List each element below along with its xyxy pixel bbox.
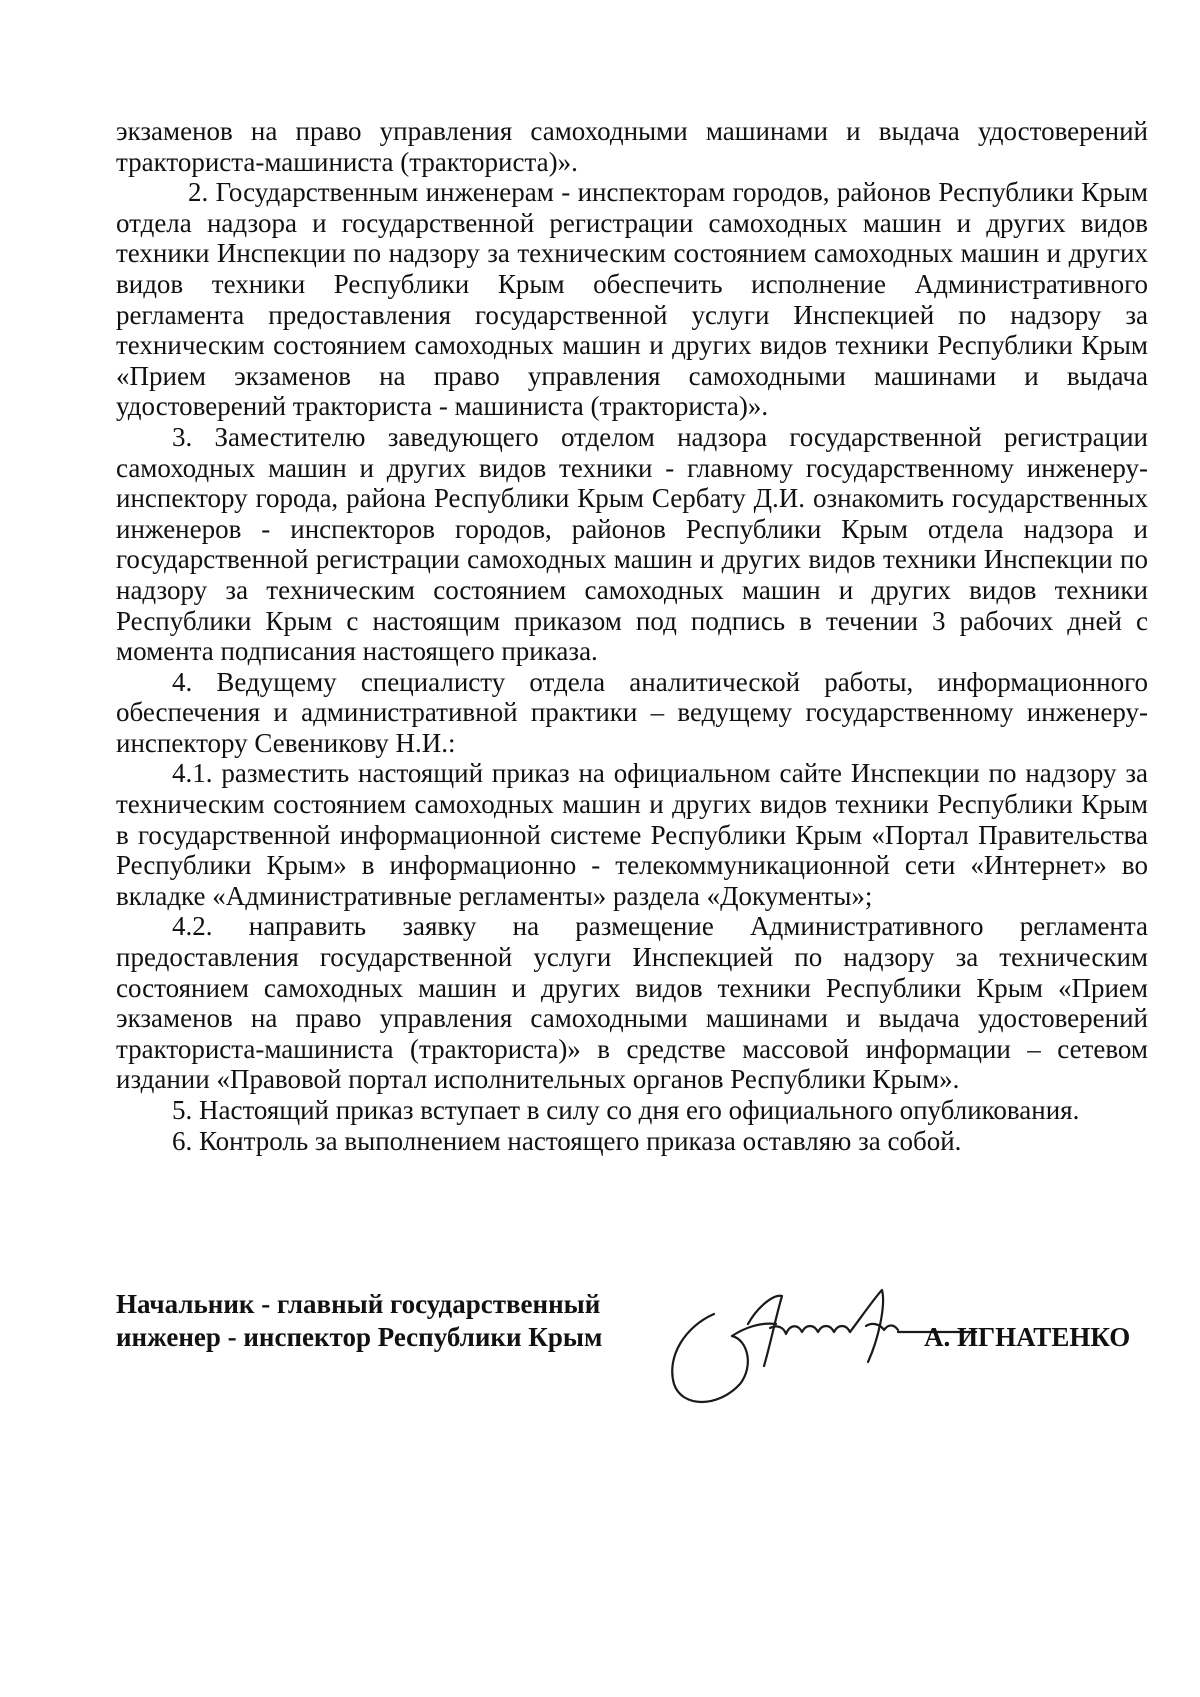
paragraph-item-2: 2. Государственным инженерам - инспекторам городов, районов Республики Крым отдела надзора и государственной регистрации самоходных машин и других видов техники Инспекции по надзору за техническим состоянием самоходных машин и других видов техники Республики Крым обеспечить исполнение Административного регламента предоставления государственной услуги Инспекцией по надзору за техническим состоянием самоходных машин и других видов техники Республики Крым «Прием экзаменов на право управления самоходными машинами и выдача удостоверений тракториста - машиниста (тракториста)». [116,177,1148,422]
signatory-name: А. ИГНАТЕНКО [924,1322,1131,1352]
paragraph-continuation: экзаменов на право управления самоходными машинами и выдача удостоверений тракториста-машиниста (тракториста)». [116,116,1148,177]
signature-block [116,1288,1148,1428]
paragraph-item-4: 4. Ведущему специалисту отдела аналитической работы, информационного обеспечения и административной практики – ведущему государственному инженеру-инспектору Севеникову Н.И.: [116,666,1148,758]
signatory-position [116,1288,636,1354]
paragraph-item-4-2: 4.2. направить заявку на размещение Административного регламента предоставления государственной услуги Инспекцией по надзору за техническим состоянием самоходных машин и других видов техники Республики Крым «Прием экзаменов на право управления самоходными машинами и выдача удостоверений тракториста-машиниста (тракториста)» в средстве массовой информации – сетевом издании «Правовой портал исполнительных органов Республики Крым». [116,911,1148,1095]
document-body [116,116,1148,1156]
paragraph-item-5: 5. Настоящий приказ вступает в силу со дня его официального опубликования. [172,1095,1080,1125]
paragraph-item-6: 6. Контроль за выполнением настоящего приказа оставляю за собой. [172,1125,962,1156]
paragraph-item-4-1: 4.1. разместить настоящий приказ на официальном сайте Инспекции по надзору за техническим состоянием самоходных машин и других видов техники Республики Крым в государственной информационной системе Республики Крым «Портал Правительства Республики Крым» в информационно - телекоммуникационной сети «Интернет» во вкладке «Административные регламенты» раздела «Документы»; [116,758,1148,911]
signatory-position-line-1: Начальник - главный государственный [116,1289,601,1319]
signatory-position-line-2: инженер - инспектор Республики Крым [116,1322,603,1352]
paragraph-item-3: 3. Заместителю заведующего отделом надзора государственной регистрации самоходных машин и других видов техники - главному государственному инженеру-инспектору города, района Республики Крым Сербату Д.И. ознакомить государственных инженеров - инспекторов городов, районов Республики Крым отдела надзора и государственной регистрации самоходных машин и других видов техники Инспекции по надзору за техническим состоянием самоходных машин и других видов техники Республики Крым с настоящим приказом под подпись в течении 3 рабочих дней с момента подписания настоящего приказа. [116,421,1148,667]
